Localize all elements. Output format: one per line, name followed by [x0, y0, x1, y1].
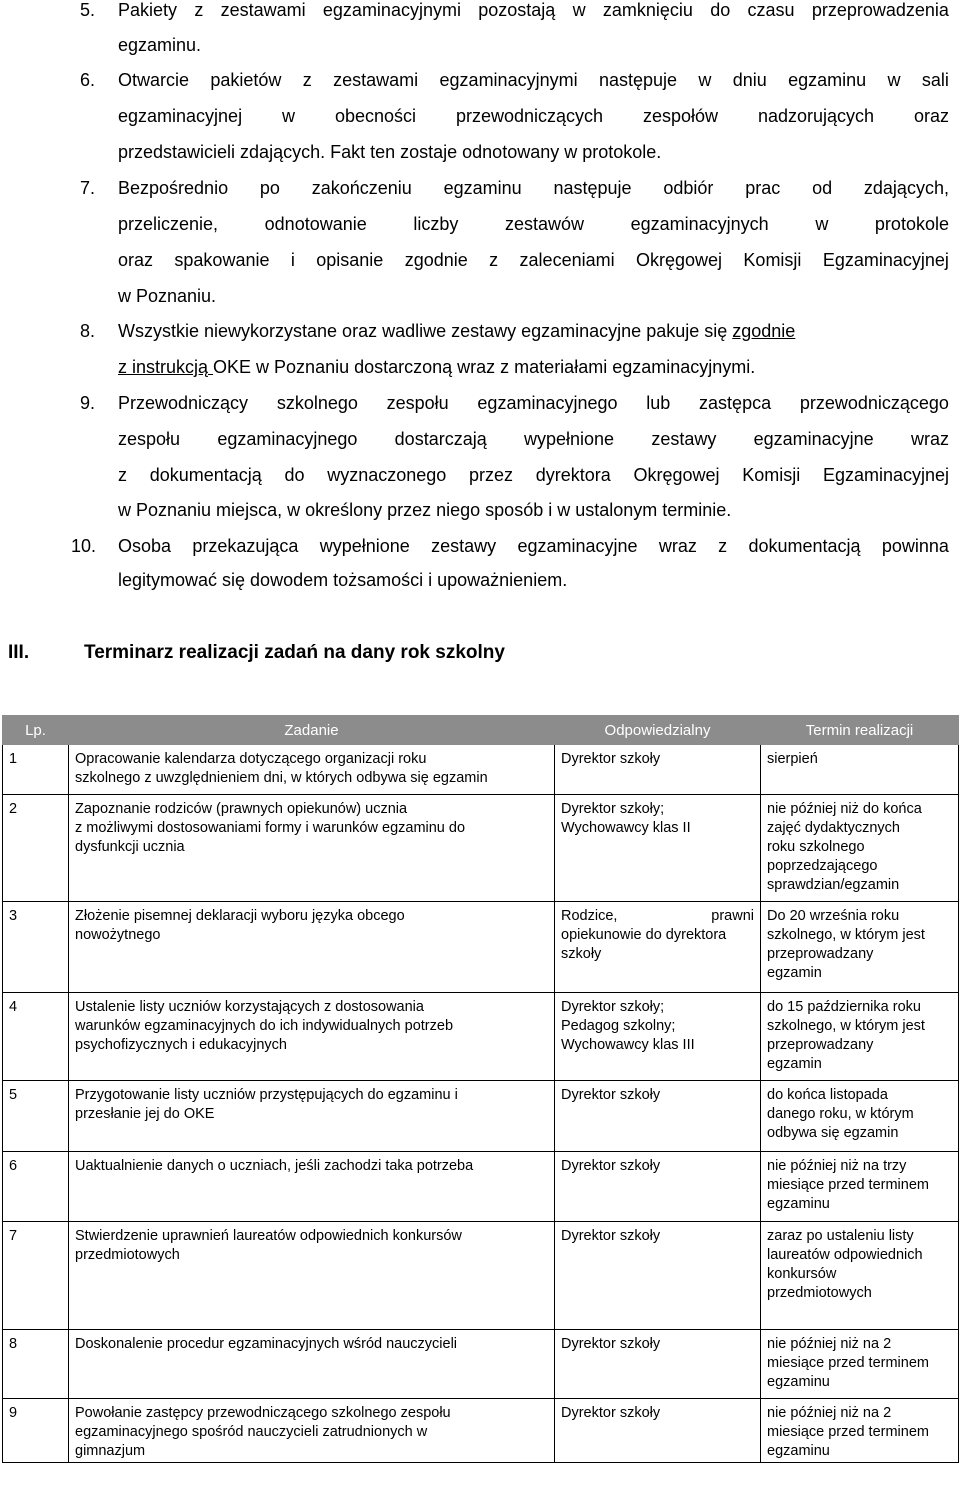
cell-text: szkolnego, w którym jest: [767, 1018, 925, 1034]
row-number: 2: [9, 801, 18, 817]
row-number: 3: [9, 908, 18, 924]
cell-text: dysfunkcji ucznia: [75, 839, 185, 855]
cell-text: nie później niż na 2: [767, 1336, 892, 1352]
cell-responsible: [555, 795, 761, 902]
cell-text: szkoły: [561, 946, 602, 962]
paragraph-line: [118, 349, 949, 385]
cell-text: egzaminu: [767, 1196, 830, 1212]
cell-text: danego roku, w którym: [767, 1106, 914, 1122]
cell-text: miesiące przed terminem: [767, 1424, 929, 1440]
cell-deadline: [761, 1152, 959, 1222]
paragraph-number: 7.: [80, 178, 96, 198]
row-number: 5: [9, 1087, 18, 1103]
cell-deadline: [761, 1222, 959, 1330]
cell-deadline: [761, 902, 959, 993]
cell-text: Uaktualnienie danych o uczniach, jeśli zachodzi taka potrzeba: [75, 1158, 474, 1174]
paragraph-line: w Poznaniu.: [118, 286, 217, 306]
paragraph-line: egzaminacyjnej w obecności przewodniczących zespołów nadzorujących oraz: [118, 106, 949, 126]
cell-text: egzamin: [767, 1056, 822, 1072]
cell-lp: [3, 993, 69, 1081]
header-task: Zadanie: [69, 716, 555, 745]
cell-lp: [3, 1081, 69, 1152]
cell-text: Dyrektor szkoły: [561, 1405, 661, 1421]
cell-task: [69, 993, 555, 1081]
row-number: 8: [9, 1336, 18, 1352]
paragraph-line: przedstawicieli zdających. Fakt ten zostaje odnotowany w protokole.: [118, 142, 662, 162]
cell-text: nie później niż do końca: [767, 801, 922, 817]
cell-task: [69, 1399, 555, 1463]
table-row: [3, 1222, 959, 1330]
cell-text: Dyrektor szkoły: [561, 1087, 661, 1103]
paragraph-line: egzaminu.: [118, 35, 202, 55]
cell-text: egzaminu: [767, 1374, 830, 1390]
cell-responsible: [555, 1399, 761, 1463]
table-row: [3, 1081, 959, 1152]
cell-text: Przygotowanie listy uczniów przystępujących do egzaminu i: [75, 1087, 458, 1103]
cell-text: przedmiotowych: [767, 1285, 872, 1301]
cell-text: laureatów odpowiednich: [767, 1247, 923, 1263]
cell-text: zajęć dydaktycznych: [767, 820, 900, 836]
cell-text: warunków egzaminacyjnych do ich indywidualnych potrzeb: [75, 1018, 454, 1034]
cell-responsible: [555, 1081, 761, 1152]
paragraph-number: 9.: [80, 393, 96, 413]
row-number: 7: [9, 1228, 18, 1244]
cell-text: miesiące przed terminem: [767, 1355, 929, 1371]
paragraph-line: Otwarcie pakietów z zestawami egzaminacyjnymi następuje w dniu egzaminu w sali: [118, 70, 949, 90]
cell-text: do 15 października roku: [767, 999, 921, 1015]
cell-task: [69, 1152, 555, 1222]
cell-text: nie później niż na 2: [767, 1405, 892, 1421]
cell-text: Pedagog szkolny;: [561, 1018, 676, 1034]
cell-text: Wychowawcy klas III: [561, 1037, 695, 1053]
cell-task: [69, 902, 555, 993]
cell-task: [69, 1081, 555, 1152]
cell-lp: [3, 1399, 69, 1463]
paragraph-text: OKE w Poznaniu dostarczoną wraz z materiałami egzaminacyjnymi.: [213, 357, 756, 377]
paragraph-line: przeliczenie, odnotowanie liczby zestawów egzaminacyjnych w protokole: [118, 214, 949, 234]
cell-task: [69, 795, 555, 902]
cell-deadline: [761, 1330, 959, 1399]
cell-text: nie później niż na trzy: [767, 1158, 907, 1174]
cell-lp: [3, 745, 69, 795]
cell-text: nowożytnego: [75, 927, 161, 943]
paragraph-line: Osoba przekazująca wypełnione zestawy egzaminacyjne wraz z dokumentacją powinna: [118, 536, 949, 556]
table-row: [3, 745, 959, 795]
table-row: [3, 795, 959, 902]
cell-lp: [3, 1330, 69, 1399]
underlined-text: zgodnie: [732, 321, 796, 341]
paragraph-number: 6.: [80, 70, 96, 90]
table-row: [3, 1399, 959, 1463]
cell-text: Złożenie pisemnej deklaracji wyboru języka obcego: [75, 908, 405, 924]
paragraph-line: Pakiety z zestawami egzaminacyjnymi pozostają w zamknięciu do czasu przeprowadzenia: [118, 0, 949, 20]
paragraph-number: 5.: [80, 0, 96, 20]
cell-text: Rodzice, prawni: [561, 908, 754, 924]
cell-text: egzamin: [767, 965, 822, 981]
cell-text: przedmiotowych: [75, 1247, 180, 1263]
row-number: 9: [9, 1405, 18, 1421]
cell-task: [69, 1222, 555, 1330]
cell-text: zaraz po ustaleniu listy: [767, 1228, 914, 1244]
cell-responsible: [555, 745, 761, 795]
cell-text: szkolnego z uwzględnieniem dni, w których odbywa się egzamin: [75, 770, 488, 786]
cell-text: roku szkolnego: [767, 839, 865, 855]
cell-text: psychofizycznych i edukacyjnych: [75, 1037, 287, 1053]
cell-text: Wychowawcy klas II: [561, 820, 691, 836]
cell-responsible: [555, 993, 761, 1081]
cell-responsible: [555, 1330, 761, 1399]
cell-deadline: [761, 993, 959, 1081]
cell-text: Dyrektor szkoły: [561, 1336, 661, 1352]
cell-text: egzaminacyjnego spośród nauczycieli zatrudnionych w: [75, 1424, 428, 1440]
cell-text: Stwierdzenie uprawnień laureatów odpowiednich konkursów: [75, 1228, 462, 1244]
cell-text: Opracowanie kalendarza dotyczącego organizacji roku: [75, 751, 427, 767]
cell-text: przeprowadzany: [767, 946, 874, 962]
cell-lp: [3, 1222, 69, 1330]
paragraph-line: zespołu egzaminacyjnego dostarczają wypełnione zestawy egzaminacyjne wraz: [118, 429, 949, 449]
paragraph-line: z dokumentacją do wyznaczonego przez dyrektora Okręgowej Komisji Egzaminacyjnej: [118, 465, 949, 485]
row-number: 1: [9, 751, 18, 767]
header-deadline: Termin realizacji: [761, 716, 959, 745]
cell-deadline: [761, 1399, 959, 1463]
table-row: [3, 993, 959, 1081]
cell-text: przesłanie jej do OKE: [75, 1106, 215, 1122]
cell-text: Dyrektor szkoły: [561, 1158, 661, 1174]
cell-text: sprawdzian/egzamin: [767, 877, 900, 893]
cell-text: miesiące przed terminem: [767, 1177, 929, 1193]
cell-text: Do 20 września roku: [767, 908, 900, 924]
section-title: Terminarz realizacji zadań na dany rok szkolny: [84, 642, 505, 663]
paragraph-number: 10.: [71, 536, 97, 556]
cell-text: szkolnego, w którym jest: [767, 927, 925, 943]
table-body: [3, 745, 959, 1463]
cell-responsible: [555, 1152, 761, 1222]
cell-text: Dyrektor szkoły: [561, 751, 661, 767]
cell-lp: [3, 902, 69, 993]
cell-text: z możliwymi dostosowaniami formy i warunków egzaminu do: [75, 820, 466, 836]
table-header-row: [3, 716, 959, 745]
cell-text: przeprowadzany: [767, 1037, 874, 1053]
row-number: 4: [9, 999, 18, 1015]
paragraph-line: oraz spakowanie i opisanie zgodnie z zaleceniami Okręgowej Komisji Egzaminacyjnej: [118, 250, 949, 270]
header-lp: Lp.: [3, 716, 69, 745]
cell-deadline: [761, 795, 959, 902]
table-row: [3, 1152, 959, 1222]
cell-text: sierpień: [767, 751, 818, 767]
cell-task: [69, 1330, 555, 1399]
cell-responsible: [555, 902, 761, 993]
cell-deadline: [761, 745, 959, 795]
paragraph-line: [118, 313, 949, 349]
table-row: [3, 1330, 959, 1399]
cell-text: Dyrektor szkoły: [561, 1228, 661, 1244]
cell-text: egzaminu: [767, 1443, 830, 1459]
cell-text: poprzedzającego: [767, 858, 878, 874]
cell-text: do końca listopada: [767, 1087, 888, 1103]
cell-text: gimnazjum: [75, 1443, 146, 1459]
cell-text: Doskonalenie procedur egzaminacyjnych wśród nauczycieli: [75, 1336, 458, 1352]
cell-lp: [3, 795, 69, 902]
paragraph-text: Wszystkie niewykorzystane oraz wadliwe zestawy egzaminacyjne pakuje się: [118, 321, 733, 341]
cell-text: Ustalenie listy uczniów korzystających z dostosowania: [75, 999, 424, 1015]
schedule-table: [2, 715, 959, 1463]
cell-lp: [3, 1152, 69, 1222]
underlined-text: z instrukcją: [118, 357, 214, 377]
cell-deadline: [761, 1081, 959, 1152]
cell-responsible: [555, 1222, 761, 1330]
cell-text: Dyrektor szkoły;: [561, 999, 665, 1015]
cell-text: Dyrektor szkoły;: [561, 801, 665, 817]
section-number: III.: [8, 642, 30, 663]
paragraph-line: Przewodniczący szkolnego zespołu egzaminacyjnego lub zastępca przewodniczącego: [118, 393, 949, 413]
cell-text: Zapoznanie rodziców (prawnych opiekunów) ucznia: [75, 801, 408, 817]
cell-text: odbywa się egzamin: [767, 1125, 899, 1141]
cell-task: [69, 745, 555, 795]
header-responsible: Odpowiedzialny: [555, 716, 761, 745]
cell-text: opiekunowie do dyrektora: [561, 927, 727, 943]
row-number: 6: [9, 1158, 18, 1174]
paragraph-line: Bezpośrednio po zakończeniu egzaminu następuje odbiór prac od zdających,: [118, 178, 949, 198]
paragraph-line: w Poznaniu miejsca, w określony przez niego sposób i w ustalonym terminie.: [118, 500, 732, 520]
cell-text: Powołanie zastępcy przewodniczącego szkolnego zespołu: [75, 1405, 451, 1421]
paragraph-number: 8.: [80, 321, 96, 341]
paragraph-line: legitymować się dowodem tożsamości i upoważnieniem.: [118, 570, 568, 590]
cell-text: konkursów: [767, 1266, 837, 1282]
table-row: [3, 902, 959, 993]
